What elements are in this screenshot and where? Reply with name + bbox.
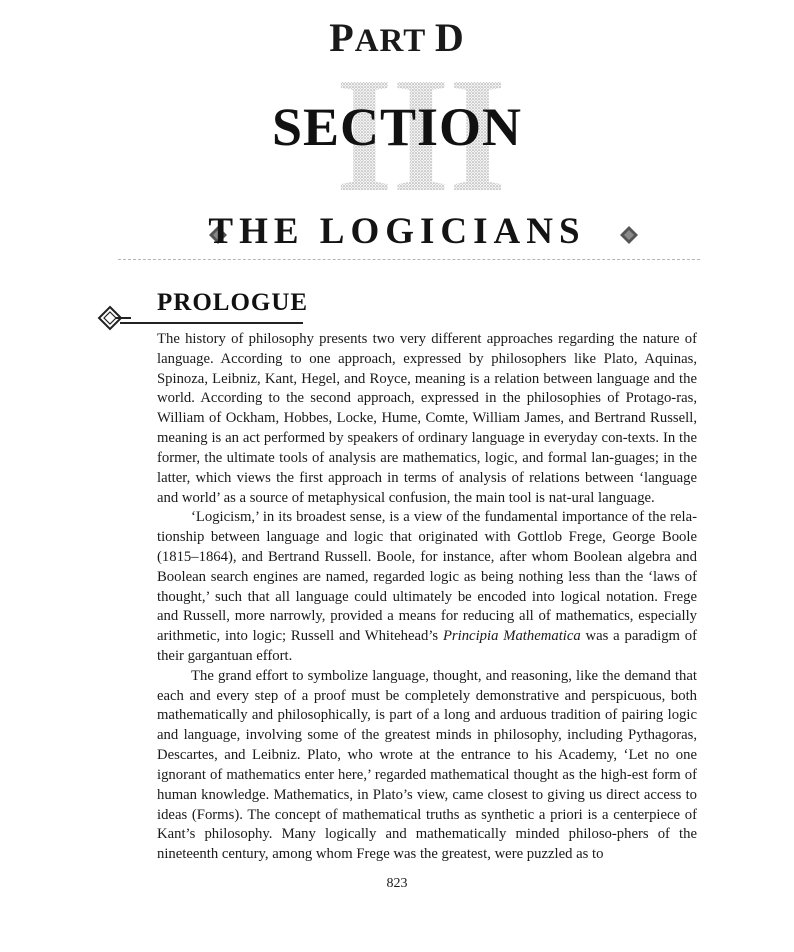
diamond-ornament-icon <box>620 226 638 244</box>
part-title <box>0 14 794 61</box>
part-letter: D <box>434 15 465 60</box>
section-title: THE LOGICIANS <box>208 211 586 252</box>
paragraph-2: ‘Logicism,’ in its broadest sense, is a view of the fundamental importance of the rela-tionship between language and logic that originated with Gottlob Frege, George Boole (1815–1864), and Bertrand Russell. Boole, for instance, after whom Boolean algebra and Boolean search engines are named, regarded logic as being nothing less than the ‘laws of thought,’ such that all language could ultimately be encoded into logical notation. Frege and Russell, more narrowly, provided a means for reducing all of mathematics, especially arithmetic, into logic; Russell and Whitehead’s Principia Mathematica was a paradigm of their gargantuan effort. <box>157 509 697 664</box>
paragraph-3: The grand effort to symbolize language, thought, and reasoning, like the demand that each and every step of a proof must be completely demonstrative and perspicuous, both mathematically and philosophically, is part of a long and arduous tradition of pairing logic and language, involving some of the greatest minds in philosophy, including Pythagoras, Descartes, and Leibniz. Plato, who wrote at the entrance to his Academy, ‘Let no one ignorant of mathematics enter here,’ regarded mathematical thought as the high-est form of human knowledge. Mathematics, in Plato’s view, came closest to giving us direct access to ideas (Forms). The concept of mathematical truths as synthetic a priori is a centerpiece of Kant’s philosophy. Many logically and mathematically minded philoso-phers of the nineteenth century, among whom Frege was the greatest, were puzzled as to <box>157 667 697 863</box>
paragraph-1: The history of philosophy presents two very different approaches regarding the nature of language. According to one approach, expressed by philosophers like Plato, Aquinas, Spinoza, Leibniz, Kant, Hegel, and Royce, meaning is a relation between language and the world. According to the second approach, expressed in the philosophies of Protago-ras, William of Ockham, Hobbes, Locke, Hume, Comte, William James, and Bertrand Russell, meaning is an act performed by speakers of ordinary language in everyday con-texts. In the former, the ultimate tools of analysis are mathematics, logic, and formal lan-guages; in the latter, which views the first approach in terms of analysis of relations between ‘language and world’ as a source of metaphysical confusion, the main tool is nat-ural language. <box>157 331 697 506</box>
page-number: 823 <box>386 876 408 891</box>
section-numeral: III <box>336 62 506 194</box>
book-title-principia: Principia Mathematica <box>442 628 581 645</box>
part-rest: ART <box>354 23 426 59</box>
prologue-body <box>157 330 697 865</box>
prologue-rule <box>120 322 303 324</box>
part-letter-p: P <box>329 15 355 60</box>
title-divider <box>118 259 700 260</box>
diamond-arrow-ornament-icon <box>95 303 131 333</box>
prologue-heading: PROLOGUE <box>157 289 309 316</box>
section-word: SECTION <box>271 97 523 157</box>
